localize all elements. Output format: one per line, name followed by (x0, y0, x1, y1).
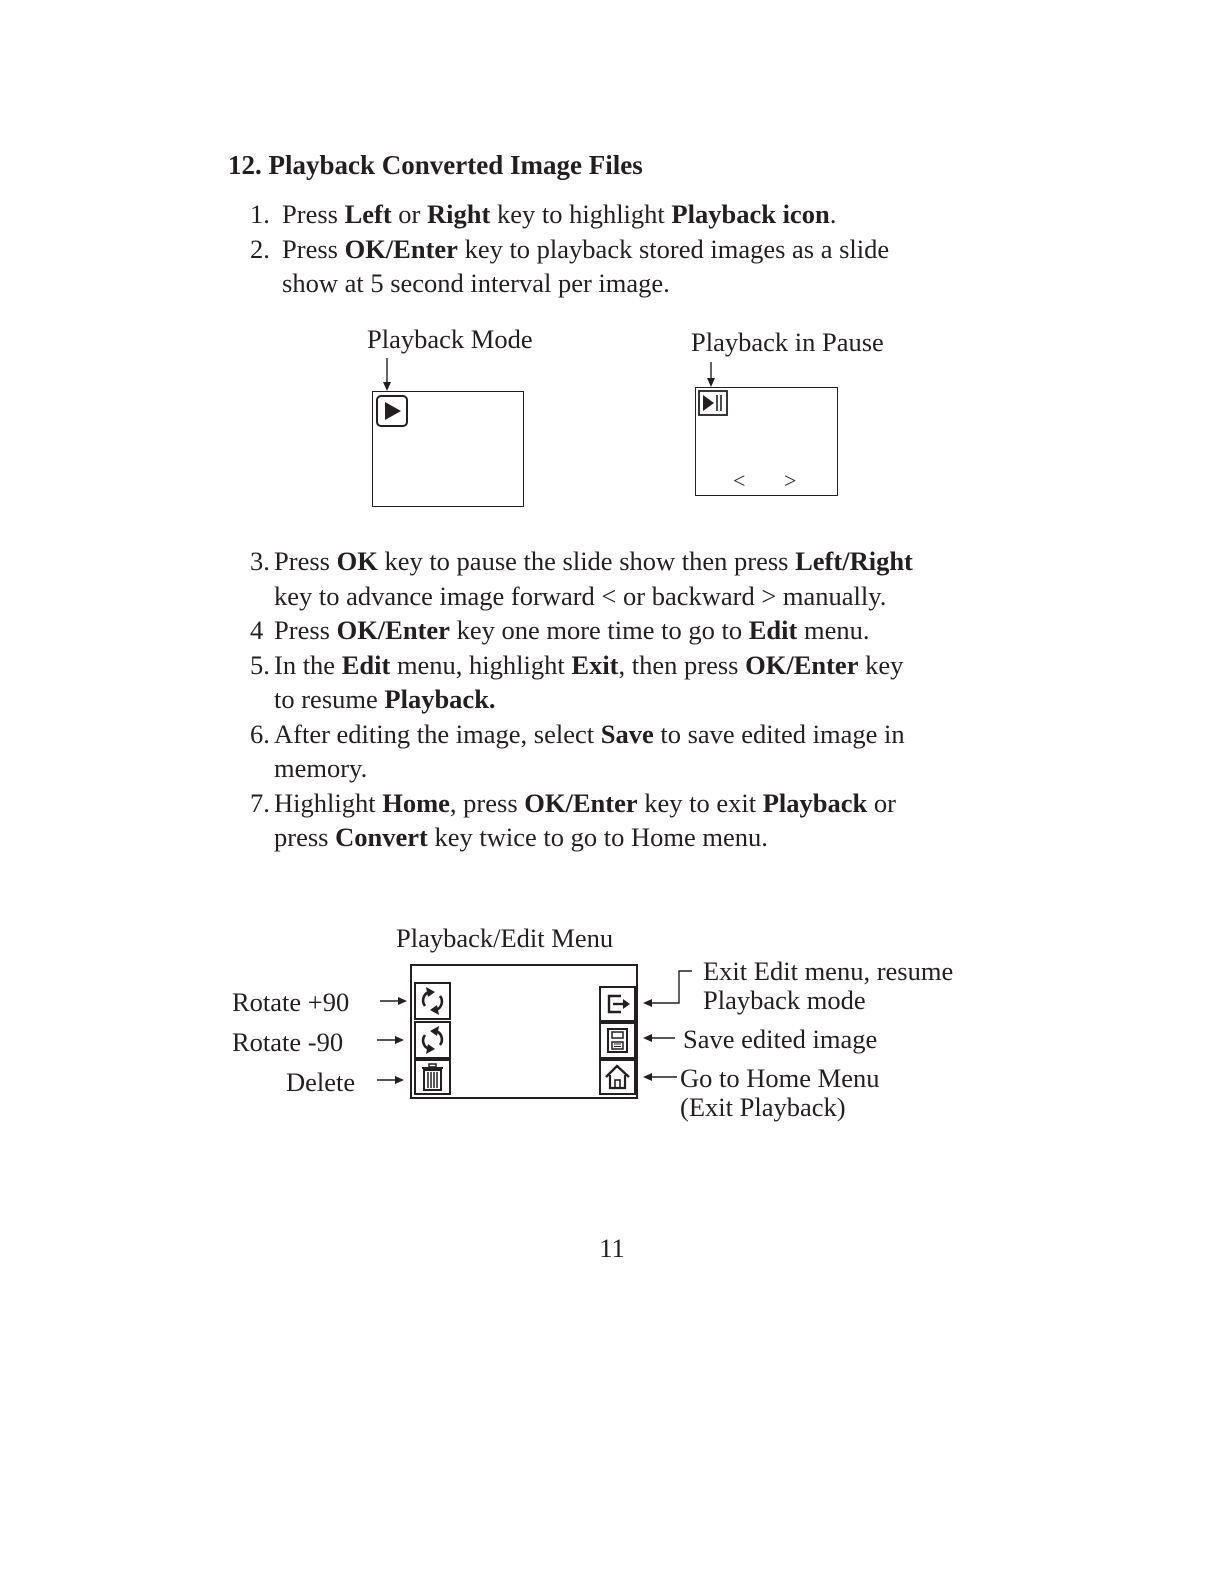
save-arrow (642, 1032, 676, 1044)
bold-text: Home (382, 787, 450, 818)
step-text: Press (274, 546, 337, 576)
home-label-line1: Go to Home Menu (680, 1063, 880, 1093)
step-text: , press (449, 787, 525, 818)
step-text: to save edited image in (653, 718, 905, 749)
step-number: 1. (250, 199, 270, 229)
playback-mode-arrow (380, 358, 394, 392)
steps-list-a (250, 197, 889, 301)
bold-text: Exit (571, 649, 619, 680)
home-label-line2: (Exit Playback) (680, 1092, 846, 1122)
step-text: After editing the image, select (274, 718, 601, 749)
step-line (250, 682, 913, 717)
step-line (250, 579, 913, 614)
steps-list-b (250, 544, 913, 855)
step-line (250, 613, 913, 648)
bold-text: Playback. (384, 684, 496, 714)
playback-mode-screen (372, 391, 524, 507)
step-text: key to exit (637, 787, 763, 818)
step-text: Press (282, 233, 345, 264)
step-text: In the (274, 649, 342, 680)
step-text: Press (282, 199, 345, 229)
playback-pause-screen (695, 387, 838, 496)
bold-text: OK (336, 546, 378, 576)
step-number: 4 (250, 615, 264, 645)
step-text: . (829, 199, 837, 229)
trash-icon (414, 1059, 451, 1095)
bold-text: Edit (748, 615, 798, 645)
rotate-cw-icon (414, 982, 451, 1020)
rotate-minus-arrow (377, 1034, 405, 1046)
step-text: memory. (274, 753, 368, 783)
exit-arrow (642, 968, 694, 1010)
bold-text: OK/Enter (344, 233, 458, 264)
bold-text: Save (600, 718, 654, 749)
rotate-plus-label: Rotate +90 (232, 987, 350, 1017)
step-text: or (391, 199, 427, 229)
step-text: key to highlight (490, 199, 672, 229)
rotate-plus-arrow (380, 995, 408, 1007)
bold-text: Playback icon (671, 199, 830, 229)
step-text: menu, highlight (390, 649, 572, 680)
step-text: menu. (797, 615, 870, 645)
nav-left-indicator: < (733, 468, 746, 493)
step-text: key twice to go to Home menu. (427, 822, 768, 852)
rotate-ccw-icon (414, 1021, 451, 1059)
step-line (250, 266, 889, 301)
bold-text: OK/Enter (524, 787, 638, 818)
exit-icon (599, 986, 636, 1022)
play-pause-icon (698, 390, 728, 416)
step-text: Press (274, 615, 337, 645)
step-number: 3. (250, 546, 270, 576)
step-line (250, 197, 889, 232)
playback-pause-label: Playback in Pause (691, 327, 884, 357)
playback-mode-label: Playback Mode (367, 324, 533, 354)
edit-menu-screen (410, 964, 638, 1099)
bold-text: Playback (762, 787, 868, 818)
bold-text: Left/Right (795, 546, 913, 576)
save-label: Save edited image (683, 1024, 878, 1054)
bold-text: OK/Enter (336, 615, 450, 645)
rotate-minus-label: Rotate -90 (232, 1027, 344, 1057)
page-number: 11 (599, 1233, 625, 1263)
bold-text: Left (344, 199, 392, 229)
step-text: key (858, 649, 904, 680)
step-line (250, 544, 913, 579)
step-text: key to advance image forward < or backward > manually. (274, 580, 887, 611)
bold-text: Edit (341, 649, 391, 680)
step-line (250, 717, 913, 752)
playback-pause-arrow (704, 362, 718, 388)
save-icon (599, 1022, 636, 1059)
step-text: Highlight (274, 787, 383, 818)
step-text: key one more time to go to (449, 615, 749, 645)
bold-text: OK/Enter (745, 649, 859, 680)
step-line (250, 648, 913, 683)
step-line (250, 786, 913, 821)
play-icon (376, 395, 408, 427)
step-text: press (274, 822, 336, 852)
step-text: key to pause the slide show then press (377, 546, 796, 576)
nav-right-indicator: > (784, 468, 797, 493)
step-number: 7. (250, 787, 270, 818)
step-text: or (867, 787, 896, 818)
edit-menu-title: Playback/Edit Menu (396, 923, 614, 953)
section-heading: 12. Playback Converted Image Files (228, 150, 643, 180)
step-number: 5. (250, 649, 270, 680)
delete-label: Delete (286, 1067, 356, 1097)
step-line (250, 232, 889, 267)
exit-label-line1: Exit Edit menu, resume (703, 956, 954, 986)
exit-label-line2: Playback mode (703, 985, 866, 1015)
home-arrow (642, 1071, 678, 1083)
step-line (250, 751, 913, 786)
step-text: to resume (274, 684, 385, 714)
step-line (250, 820, 913, 855)
bold-text: Right (427, 199, 491, 229)
delete-arrow (377, 1074, 405, 1086)
step-text: key to playback stored images as a slide (457, 233, 890, 264)
step-text: , then press (618, 649, 746, 680)
step-text: show at 5 second interval per image. (282, 268, 670, 298)
bold-text: Convert (335, 822, 428, 852)
step-number: 6. (250, 718, 270, 749)
home-icon (599, 1059, 636, 1095)
step-number: 2. (250, 233, 270, 264)
